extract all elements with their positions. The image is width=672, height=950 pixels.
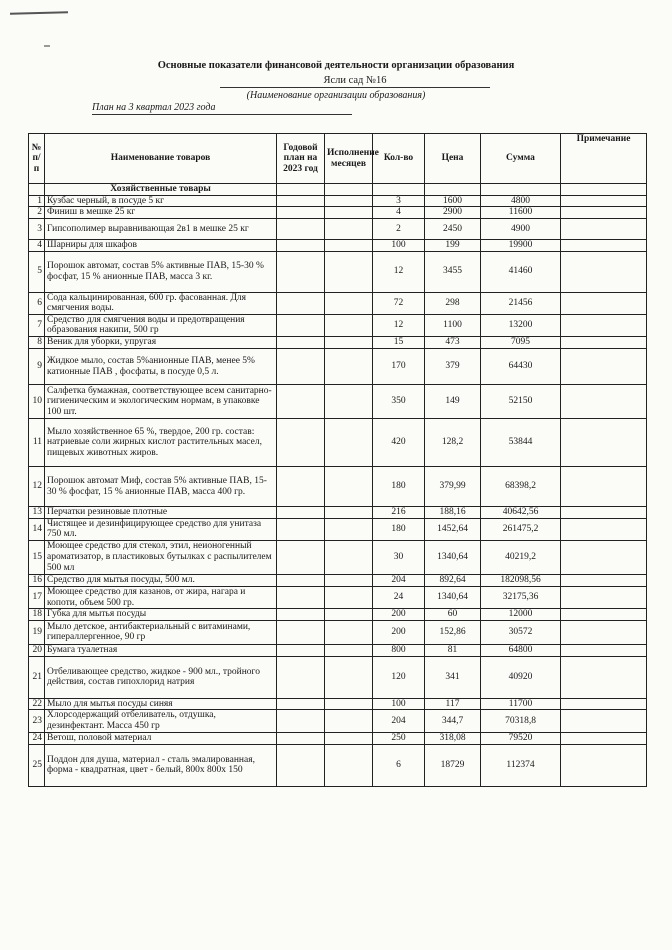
row-num: 9 — [29, 349, 45, 385]
row-num: 24 — [29, 732, 45, 744]
row-execution — [325, 574, 373, 586]
row-num: 12 — [29, 467, 45, 507]
row-annual-plan — [277, 467, 325, 507]
row-name: Порошок автомат, состав 5% активные ПАВ, 15-30 % фосфат, 15 % анионные ПАВ, масса 3 кг. — [45, 251, 277, 292]
row-note — [561, 467, 647, 507]
organization-name: Ясли сад №16 — [220, 75, 490, 88]
row-num: 14 — [29, 518, 45, 540]
row-note — [561, 698, 647, 710]
table-row — [29, 207, 647, 219]
row-sum: 40920 — [481, 656, 561, 698]
row-execution — [325, 467, 373, 507]
row-num: 20 — [29, 644, 45, 656]
row-note — [561, 337, 647, 349]
row-annual-plan — [277, 656, 325, 698]
row-qty: 200 — [373, 620, 425, 644]
row-price: 1100 — [425, 314, 481, 336]
row-num: 1 — [29, 195, 45, 207]
row-execution — [325, 349, 373, 385]
row-annual-plan — [277, 195, 325, 207]
header-price: Цена — [425, 134, 481, 184]
table-row — [29, 574, 647, 586]
table-row — [29, 507, 647, 519]
row-sum: 32175,36 — [481, 586, 561, 608]
row-num: 10 — [29, 385, 45, 419]
row-qty: 420 — [373, 419, 425, 467]
row-price: 188,16 — [425, 507, 481, 519]
table-body — [29, 184, 647, 787]
row-note — [561, 710, 647, 732]
row-qty: 72 — [373, 292, 425, 314]
row-note — [561, 385, 647, 419]
row-execution — [325, 518, 373, 540]
row-annual-plan — [277, 732, 325, 744]
scan-artifact-line — [10, 11, 68, 15]
row-annual-plan — [277, 609, 325, 621]
row-sum: 7095 — [481, 337, 561, 349]
row-name: Перчатки резиновые плотные — [45, 507, 277, 519]
row-execution — [325, 251, 373, 292]
row-sum: 112374 — [481, 744, 561, 786]
row-annual-plan — [277, 644, 325, 656]
row-num: 7 — [29, 314, 45, 336]
row-execution — [325, 337, 373, 349]
row-execution — [325, 292, 373, 314]
row-annual-plan — [277, 419, 325, 467]
row-num: 16 — [29, 574, 45, 586]
row-num: 21 — [29, 656, 45, 698]
row-name: Мыло хозяйственное 65 %, твердое, 200 гр. состав: натриевые соли жирных кислот растительных масел, пищевых животных жиров. — [45, 419, 277, 467]
plan-caption: План на 3 квартал 2023 года — [92, 102, 352, 115]
row-qty: 6 — [373, 744, 425, 786]
row-note — [561, 540, 647, 574]
row-qty: 180 — [373, 467, 425, 507]
row-execution — [325, 314, 373, 336]
row-sum: 19900 — [481, 239, 561, 251]
table-row — [29, 609, 647, 621]
row-execution — [325, 207, 373, 219]
row-note — [561, 586, 647, 608]
row-execution — [325, 698, 373, 710]
row-annual-plan — [277, 251, 325, 292]
row-sum: 40642,56 — [481, 507, 561, 519]
row-name: Чистящее и дезинфицирующее средство для унитаза 750 мл. — [45, 518, 277, 540]
row-sum: 53844 — [481, 419, 561, 467]
goods-table — [28, 133, 647, 787]
table-row — [29, 744, 647, 786]
row-qty: 250 — [373, 732, 425, 744]
header-note: Примечание — [561, 134, 647, 184]
row-note — [561, 574, 647, 586]
row-num: 5 — [29, 251, 45, 292]
row-qty: 204 — [373, 710, 425, 732]
row-note — [561, 507, 647, 519]
row-execution — [325, 385, 373, 419]
row-note — [561, 732, 647, 744]
row-num: 23 — [29, 710, 45, 732]
row-execution — [325, 195, 373, 207]
row-name: Мыло детское, антибактериальный с витаминами, гипераллергенное, 90 гр — [45, 620, 277, 644]
row-annual-plan — [277, 337, 325, 349]
row-price: 344,7 — [425, 710, 481, 732]
row-qty: 100 — [373, 239, 425, 251]
row-num: 13 — [29, 507, 45, 519]
row-name: Гипсополимер выравнивающая 2в1 в мешке 25 кг — [45, 218, 277, 239]
header-name: Наименование товаров — [45, 134, 277, 184]
row-num: 8 — [29, 337, 45, 349]
row-execution — [325, 586, 373, 608]
row-annual-plan — [277, 574, 325, 586]
row-sum: 30572 — [481, 620, 561, 644]
row-num: 6 — [29, 292, 45, 314]
row-execution — [325, 620, 373, 644]
row-num: 19 — [29, 620, 45, 644]
row-note — [561, 207, 647, 219]
row-qty: 170 — [373, 349, 425, 385]
row-annual-plan — [277, 540, 325, 574]
table-row — [29, 239, 647, 251]
row-execution — [325, 710, 373, 732]
row-name: Губка для мытья посуды — [45, 609, 277, 621]
table-row — [29, 518, 647, 540]
row-qty: 12 — [373, 251, 425, 292]
row-price: 60 — [425, 609, 481, 621]
row-note — [561, 518, 647, 540]
header-annual-plan: Годовой план на 2023 год — [277, 134, 325, 184]
row-note — [561, 744, 647, 786]
row-name: Сода кальцинированная, 600 гр. фасованная. Для смягчения воды. — [45, 292, 277, 314]
row-qty: 216 — [373, 507, 425, 519]
row-name: Мыло для мытья посуды синяя — [45, 698, 277, 710]
row-note — [561, 620, 647, 644]
row-price: 2900 — [425, 207, 481, 219]
row-name: Отбеливающее средство, жидкое - 900 мл., тройного действия, состав гипохлорид натрия — [45, 656, 277, 698]
row-price: 318,08 — [425, 732, 481, 744]
row-annual-plan — [277, 239, 325, 251]
header-num: № п/п — [29, 134, 45, 184]
row-sum: 79520 — [481, 732, 561, 744]
row-name: Финиш в мешке 25 кг — [45, 207, 277, 219]
row-execution — [325, 419, 373, 467]
row-qty: 200 — [373, 609, 425, 621]
row-sum: 41460 — [481, 251, 561, 292]
table-row — [29, 292, 647, 314]
row-note — [561, 218, 647, 239]
row-sum: 13200 — [481, 314, 561, 336]
row-sum: 4800 — [481, 195, 561, 207]
table-row — [29, 540, 647, 574]
row-name: Средство для мытья посуды, 500 мл. — [45, 574, 277, 586]
table-row — [29, 349, 647, 385]
row-qty: 3 — [373, 195, 425, 207]
row-sum: 4900 — [481, 218, 561, 239]
row-note — [561, 292, 647, 314]
table-row — [29, 710, 647, 732]
row-price: 128,2 — [425, 419, 481, 467]
row-num: 15 — [29, 540, 45, 574]
row-qty: 204 — [373, 574, 425, 586]
row-price: 473 — [425, 337, 481, 349]
row-num: 2 — [29, 207, 45, 219]
row-qty: 180 — [373, 518, 425, 540]
row-qty: 2 — [373, 218, 425, 239]
header-sum: Сумма — [481, 134, 561, 184]
row-name: Жидкое мыло, состав 5%анионные ПАВ, менее 5% катионные ПАВ , фосфаты, в посуде 0,5 л. — [45, 349, 277, 385]
row-note — [561, 419, 647, 467]
row-sum: 64430 — [481, 349, 561, 385]
row-sum: 40219,2 — [481, 540, 561, 574]
row-name: Салфетка бумажная, соответствующее всем санитарно-гигиеническим и экологическим нормам, в упаковке 100 шт. — [45, 385, 277, 419]
row-name: Веник для уборки, упругая — [45, 337, 277, 349]
row-price: 81 — [425, 644, 481, 656]
row-qty: 30 — [373, 540, 425, 574]
row-sum: 70318,8 — [481, 710, 561, 732]
row-sum: 182098,56 — [481, 574, 561, 586]
row-note — [561, 239, 647, 251]
row-price: 117 — [425, 698, 481, 710]
header-execution: Исполнение месяцев — [325, 134, 373, 184]
row-price: 1452,64 — [425, 518, 481, 540]
row-price: 298 — [425, 292, 481, 314]
row-sum: 21456 — [481, 292, 561, 314]
row-note — [561, 349, 647, 385]
row-qty: 24 — [373, 586, 425, 608]
table-row — [29, 251, 647, 292]
row-price: 152,86 — [425, 620, 481, 644]
row-name: Поддон для душа, материал - сталь эмалированная, форма - квадратная, цвет - белый, 800х 800х 150 — [45, 744, 277, 786]
row-annual-plan — [277, 207, 325, 219]
row-execution — [325, 239, 373, 251]
row-annual-plan — [277, 710, 325, 732]
row-note — [561, 656, 647, 698]
row-name: Кузбас черный, в посуде 5 кг — [45, 195, 277, 207]
row-annual-plan — [277, 698, 325, 710]
row-num: 3 — [29, 218, 45, 239]
table-row — [29, 314, 647, 336]
table-row — [29, 656, 647, 698]
row-sum: 12000 — [481, 609, 561, 621]
row-note — [561, 314, 647, 336]
row-num: 18 — [29, 609, 45, 621]
row-qty: 120 — [373, 656, 425, 698]
table-row — [29, 337, 647, 349]
row-qty: 350 — [373, 385, 425, 419]
row-name: Моющее средство для стекол, этил, неионогенный ароматизатор, в пластиковых бутылках с распылителем 500 мл — [45, 540, 277, 574]
scan-artifact-dot — [44, 45, 50, 47]
table-row — [29, 644, 647, 656]
table-row — [29, 732, 647, 744]
row-sum: 11600 — [481, 207, 561, 219]
row-name: Хлорсодержащий отбеливатель, отдушка, дезинфектант. Масса 450 гр — [45, 710, 277, 732]
row-num: 25 — [29, 744, 45, 786]
row-qty: 15 — [373, 337, 425, 349]
row-execution — [325, 732, 373, 744]
row-annual-plan — [277, 349, 325, 385]
table-row — [29, 620, 647, 644]
row-name: Порошок автомат Миф, состав 5% активные ПАВ, 15-30 % фосфат, 15 % анионные ПАВ, масса 400 гр. — [45, 467, 277, 507]
organization-caption: (Наименование организации образования) — [246, 90, 426, 101]
row-price: 1340,64 — [425, 540, 481, 574]
row-annual-plan — [277, 385, 325, 419]
row-sum: 52150 — [481, 385, 561, 419]
row-annual-plan — [277, 744, 325, 786]
row-note — [561, 609, 647, 621]
row-annual-plan — [277, 292, 325, 314]
row-execution — [325, 540, 373, 574]
row-sum: 64800 — [481, 644, 561, 656]
row-price: 199 — [425, 239, 481, 251]
row-price: 2450 — [425, 218, 481, 239]
table-row — [29, 698, 647, 710]
row-annual-plan — [277, 314, 325, 336]
table-row — [29, 586, 647, 608]
row-execution — [325, 656, 373, 698]
row-num: 4 — [29, 239, 45, 251]
row-annual-plan — [277, 586, 325, 608]
row-note — [561, 195, 647, 207]
table-row — [29, 419, 647, 467]
row-annual-plan — [277, 518, 325, 540]
row-num: 17 — [29, 586, 45, 608]
row-execution — [325, 218, 373, 239]
row-annual-plan — [277, 507, 325, 519]
row-price: 1600 — [425, 195, 481, 207]
row-name: Средство для смягчения воды и предотвращения образования накипи, 500 гр — [45, 314, 277, 336]
row-price: 341 — [425, 656, 481, 698]
row-sum: 11700 — [481, 698, 561, 710]
row-qty: 800 — [373, 644, 425, 656]
table-row — [29, 467, 647, 507]
row-qty: 4 — [373, 207, 425, 219]
row-num: 11 — [29, 419, 45, 467]
row-execution — [325, 744, 373, 786]
row-price: 892,64 — [425, 574, 481, 586]
row-note — [561, 251, 647, 292]
row-execution — [325, 507, 373, 519]
row-num: 22 — [29, 698, 45, 710]
row-annual-plan — [277, 218, 325, 239]
table-row — [29, 385, 647, 419]
row-execution — [325, 644, 373, 656]
row-annual-plan — [277, 620, 325, 644]
document-title: Основные показатели финансовой деятельности организации образования — [157, 60, 515, 71]
row-sum: 261475,2 — [481, 518, 561, 540]
row-price: 149 — [425, 385, 481, 419]
row-name: Ветош, половой материал — [45, 732, 277, 744]
row-name: Бумага туалетная — [45, 644, 277, 656]
table-row — [29, 218, 647, 239]
row-name: Моющее средство для казанов, от жира, нагара и копоти, объем 500 гр. — [45, 586, 277, 608]
row-price: 3455 — [425, 251, 481, 292]
row-qty: 100 — [373, 698, 425, 710]
row-price: 1340,64 — [425, 586, 481, 608]
row-name: Шарниры для шкафов — [45, 239, 277, 251]
table-row — [29, 195, 647, 207]
row-price: 18729 — [425, 744, 481, 786]
row-sum: 68398,2 — [481, 467, 561, 507]
row-price: 379 — [425, 349, 481, 385]
section-title: Хозяйственные товары — [45, 184, 277, 196]
row-note — [561, 644, 647, 656]
row-price: 379,99 — [425, 467, 481, 507]
row-qty: 12 — [373, 314, 425, 336]
header-qty: Кол-во — [373, 134, 425, 184]
row-execution — [325, 609, 373, 621]
